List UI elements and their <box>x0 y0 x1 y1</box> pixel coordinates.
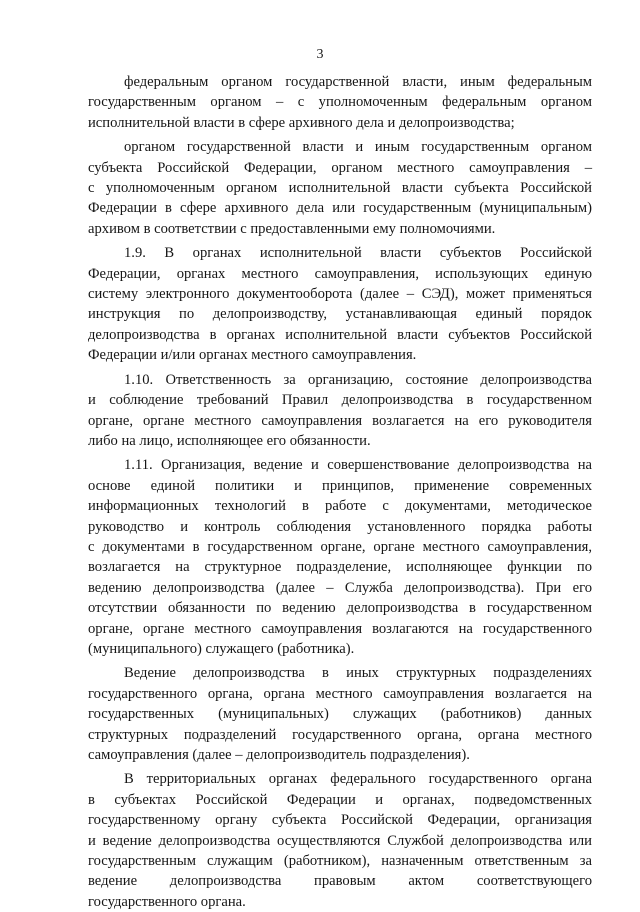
text-line: структурных подразделений государственного органа, органа местного <box>88 726 592 743</box>
text-line: ведение делопроизводства правовым актом соответствующего <box>88 873 592 890</box>
text-line: органом государственной власти и иным государственным органом <box>124 139 592 156</box>
text-line: систему электронного документооборота (далее – СЭД), может применяться <box>88 286 592 303</box>
paragraph <box>88 243 592 365</box>
text-line: государственного органа. <box>88 893 246 910</box>
document-body <box>88 72 592 912</box>
text-line: органе, органе местного самоуправления возлагается на его руководителя <box>88 412 592 429</box>
text-line: субъекта Российской Федерации, органом местного самоуправления – <box>88 159 592 176</box>
text-line: архивом в соответствии с предоставленными ему полномочиями. <box>88 220 496 237</box>
text-line: возлагается на структурное подразделение, исполняющее функции по <box>88 559 592 576</box>
text-line: самоуправления (далее – делопроизводитель подразделения). <box>88 747 470 763</box>
text-line: Федерации, органах местного самоуправления, использующих единую <box>88 265 592 282</box>
text-line: с уполномоченным органом исполнительной власти субъекта Российской <box>88 180 592 197</box>
text-line: Ведение делопроизводства в иных структурных подразделениях <box>124 665 592 682</box>
text-line: органе, органе местного самоуправления возлагаются на государственного <box>88 620 592 637</box>
text-line: 1.10. Ответственность за организацию, состояние делопроизводства <box>124 371 592 388</box>
text-line: с документами в государственном органе, органе местного самоуправления, <box>88 538 592 555</box>
text-line: ведению делопроизводства (далее – Служба делопроизводства). При его <box>88 579 592 596</box>
text-line: информационных технологий в работе с документами, методическое <box>88 498 592 515</box>
text-line: В территориальных органах федерального государственного органа <box>124 771 592 788</box>
text-line: инструкция по делопроизводству, устанавливающая единый порядок <box>88 306 592 323</box>
text-line: и ведение делопроизводства осуществляются Службой делопроизводства или <box>88 832 592 849</box>
paragraph <box>88 72 592 133</box>
text-line: государственных (муниципальных) служащих (работников) данных <box>88 706 592 723</box>
text-line: в субъектах Российской Федерации и органах, подведомственных <box>88 791 592 808</box>
paragraph <box>88 370 592 452</box>
text-line: федеральным органом государственной власти, иным федеральным <box>124 74 592 90</box>
text-line: и соблюдение требований Правил делопроизводства в государственном <box>88 392 592 409</box>
text-line: исполнительной власти в сфере архивного дела и делопроизводства; <box>88 114 515 131</box>
text-line: 1.9. В органах исполнительной власти субъектов Российской <box>124 245 592 262</box>
paragraph <box>88 137 592 239</box>
text-line: либо на лицо, исполняющее его обязанности. <box>88 432 371 449</box>
paragraph <box>88 663 592 765</box>
text-line: государственного органа, органа местного самоуправления возлагается на <box>88 685 592 702</box>
paragraph <box>88 769 592 912</box>
page-number: 3 <box>316 47 324 62</box>
text-line: отсутствии обязанности по ведению делопроизводства в государственном <box>88 600 592 617</box>
text-line: основе единой политики и принципов, применение современных <box>88 477 592 494</box>
text-line: делопроизводства в органах исполнительной власти субъектов Российской <box>88 326 592 343</box>
text-line: Федерации и/или органах местного самоуправления. <box>88 347 417 364</box>
paragraph <box>88 455 592 659</box>
text-line: государственным органом – с уполномоченным федеральным органом <box>88 94 592 111</box>
text-line: руководство и контроль соблюдения установленного порядка работы <box>88 518 592 535</box>
text-line: Федерации в сфере архивного дела или государственным (муниципальным) <box>88 200 592 217</box>
text-line: 1.11. Организация, ведение и совершенствование делопроизводства на <box>124 457 592 474</box>
text-line: государственному органу субъекта Российской Федерации, организация <box>88 812 592 829</box>
text-line: (муниципального) служащего (работника). <box>88 640 355 657</box>
text-line: государственным служащим (работником), назначенным ответственным за <box>88 853 592 870</box>
